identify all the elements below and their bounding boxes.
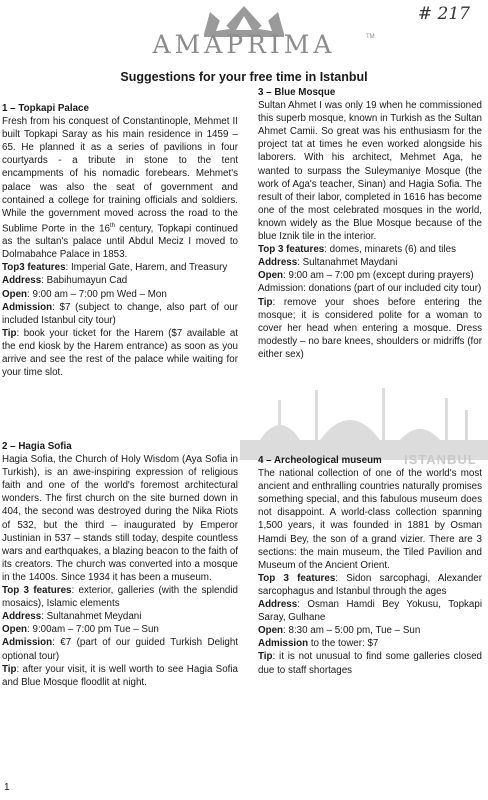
- features-line: Top3 features: Imperial Gate, Harem, and Treasury: [2, 262, 228, 274]
- features-line: Top 3 features: exterior, galleries (with the splendid mosaics), Islamic elements: [2, 585, 239, 610]
- trademark-mark: TM: [366, 34, 375, 40]
- admission-line: Admission to the tower: $7: [258, 638, 379, 650]
- features-line: Top 3 features: domes, minarets (6) and tiles: [258, 244, 456, 256]
- section-heading: 4 – Archeological museum: [258, 455, 382, 466]
- section-heading: 1 – Topkapi Palace: [2, 103, 89, 114]
- tip-line: Tip: it is not unusual to find some galleries closed due to staff shortages: [258, 651, 482, 676]
- admission-line: Admission: €7 (part of our guided Turkish Delight optional tour): [2, 637, 238, 662]
- section-archeological-museum: [258, 454, 482, 677]
- section-heading: 3 – Blue Mosque: [258, 87, 336, 98]
- brand-logo-text: AMAPRIMA: [152, 30, 336, 59]
- address-line: Address: Babihumayun Cad: [2, 275, 128, 287]
- section-body: Fresh from his conquest of Constantinople, Mehmet II built Topkapi Saray as his main residence in 1459 – 65. He planned it as a series of pavilions in four courtyards - a tribute in stone to the tent encampments of his nomadic forebears. Mehmet's palace was also the seat of government and contained a college for training officials and soldiers. While the government moved across the road to the Sublime Porte in the 16th century, Topkapi continued as the sultan's palace until Abdul Meciz I moved to Dolmabahce Palace in 1853.: [2, 116, 238, 261]
- section-body: Hagia Sofia, the Church of Holy Wisdom (Aya Sofia in Turkish), is an awe-inspiring expression of religious faith and one of the world's foremost architectural wonders. The first church on the site burned down in 404, the second was destroyed during the Nika Riots of 532, but the third – inaugurated by Emperor Justinian in 537 – stands still today, despite countless wars and earthquakes, a blazing beacon to the faith of its creators. The church was converted into a mosque in the 1400s. Since 1934 it has been a museum.: [2, 454, 238, 583]
- admission-line: Admission: $7 (subject to change, also part of our included Istanbul city tour): [2, 301, 238, 326]
- open-line: Open: 9:00am – 7:00 pm Tue – Sun: [2, 624, 159, 636]
- open-line: Open: 9:00 am – 7:00 pm Wed – Mon: [2, 288, 167, 300]
- open-line: Open: 8:30 am – 5:00 pm, Tue – Sun: [258, 625, 421, 637]
- tip-line: Tip: after your visit, it is well worth to see Hagia Sofia and Blue Mosque floodlit at night.: [2, 663, 238, 688]
- section-blue-mosque: [258, 86, 482, 361]
- section-hagia-sofia: [2, 440, 238, 689]
- address-line: Address: Osman Hamdi Bey Yokusu, Topkapi Saray, Gulhane: [258, 599, 482, 624]
- section-topkapi: [2, 102, 238, 379]
- section-heading: 2 – Hagia Sofia: [2, 441, 72, 452]
- section-body: Sultan Ahmet I was only 19 when he commissioned this superb mosque, known in Turkish as the Sultan Ahmet Camii. So great was his enthusiasm for the project tat at times he even worked alongside his laborers. With his architect, Mehmet Aga, he wanted to surpass the Suleymaniye Mosque (the work of Aga's teacher, Sinan) and Hagia Sofia. The result of their labor, completed in 1616 has become one of the most celebrated mosques in the world, known widely as the Blue Mosque because of the blue Iznik tile in the interior.: [258, 100, 482, 243]
- istanbul-watermark-text: ISTANBUL: [404, 452, 477, 467]
- page-title: Suggestions for your free time in Istanbul: [120, 70, 368, 84]
- handwritten-note: # 217: [417, 4, 470, 24]
- open-line: Open: 9:00 am – 7:00 pm (except during prayers): [258, 270, 474, 282]
- address-line: Address: Sultanahmet Meydani: [2, 611, 142, 623]
- tip-line: Tip: remove your shoes before entering the mosque; it is considered polite for a woman to cover her head when entering a mosque. Dress modestly – no bare knees, shoulders or midriffs (for either sex): [258, 296, 482, 360]
- section-body: The national collection of one of the world's most ancient and enthralling countries naturally promises something special, and this fabulous museum does not disappoint. A world-class collection spanning 1,500 years, it was founded in 1881 by Osman Hamdi Bey, the son of a grand vizier. There are 3 sections: the main museum, the Tiled Pavilion and Museum of the Ancient Orient.: [258, 468, 482, 571]
- admission-line: Admission: donations (part of our included city tour): [258, 283, 482, 295]
- features-line: Top 3 features: Sidon sarcophagi, Alexander sarcophagus and Istanbul through the ages: [258, 572, 483, 597]
- tip-line: Tip: book your ticket for the Harem ($7 available at the end kiosk by the Harem entrance) as soon as you arrive and see the rest of the palace while waiting for your time slot.: [2, 327, 238, 379]
- address-line: Address: Sultanahmet Maydani: [258, 257, 398, 269]
- istanbul-skyline-watermark-icon: [240, 370, 488, 460]
- page-number: 1: [4, 782, 10, 793]
